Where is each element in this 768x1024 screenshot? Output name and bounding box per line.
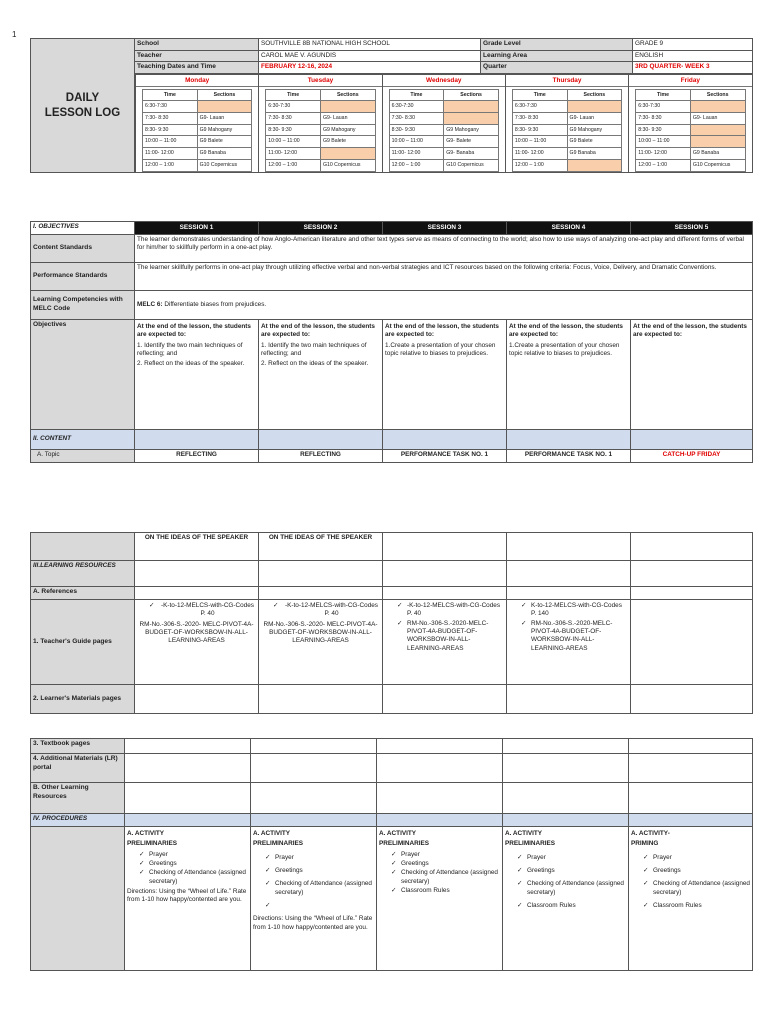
teacher-label: Teacher bbox=[135, 50, 259, 62]
schedule-row bbox=[143, 113, 252, 125]
schedule-row bbox=[389, 136, 498, 148]
schedule-row bbox=[266, 113, 375, 125]
schedule-row bbox=[266, 101, 375, 113]
obj-intro: At the end of the lesson, the students are expected to: bbox=[261, 323, 375, 339]
time-cell: 11:00- 12:00 bbox=[512, 148, 567, 160]
topic-s3: PERFORMANCE TASK NO. 1 bbox=[383, 450, 507, 463]
time-cell: 6:30-7:30 bbox=[512, 101, 567, 113]
time-cell: 8:30- 9:30 bbox=[389, 124, 444, 136]
objectives-s5 bbox=[631, 320, 753, 430]
session-4-header: SESSION 4 bbox=[507, 222, 631, 235]
section-cell: G9 Mahogany bbox=[567, 124, 622, 136]
section-cell bbox=[690, 136, 745, 148]
procedures-heading: IV. PROCEDURES bbox=[31, 814, 125, 827]
schedule-table bbox=[389, 89, 499, 172]
competency-label: Learning Competencies with MELC Code bbox=[31, 291, 135, 320]
session-5-header: SESSION 5 bbox=[631, 222, 753, 235]
schedule-area bbox=[135, 73, 753, 172]
area-label: Learning Area bbox=[481, 50, 633, 62]
tg-s4 bbox=[507, 600, 631, 685]
attendance-item: ✓ Checking of Attendance (assigned secretary) bbox=[505, 880, 626, 897]
day-column-thursday bbox=[505, 74, 628, 172]
section-cell: G9 Balete bbox=[567, 136, 622, 148]
other-resources-label: B. Other Learning Resources bbox=[31, 783, 125, 814]
section-cell: G9- Banaba bbox=[444, 148, 499, 160]
schedule-row bbox=[143, 101, 252, 113]
time-cell: 6:30-7:30 bbox=[389, 101, 444, 113]
section-cell: G9- Lauan bbox=[690, 113, 745, 125]
section-cell bbox=[690, 124, 745, 136]
quarter-label: Quarter bbox=[481, 62, 633, 74]
section-cell: G9 Balete bbox=[197, 136, 252, 148]
time-cell: 11:00- 12:00 bbox=[636, 148, 691, 160]
obj-item-1: 1. Identify the two main techniques of reflecting; and bbox=[137, 341, 243, 357]
procedure-s5 bbox=[629, 827, 753, 971]
attendance-item: ✓ Checking of Attendance (assigned secretary) bbox=[253, 880, 374, 897]
time-cell: 7:30- 8:30 bbox=[389, 113, 444, 125]
section-cell: G9- Lauan bbox=[320, 113, 375, 125]
dates-value: FEBRUARY 12-16, 2024 bbox=[259, 62, 481, 74]
greetings-item: ✓ Greetings bbox=[253, 867, 374, 875]
time-header: Time bbox=[266, 89, 321, 101]
topic-s1: REFLECTING bbox=[135, 450, 259, 463]
preliminaries-label: PRELIMINARIES bbox=[505, 840, 556, 848]
content-standards-text: The learner demonstrates understanding of how Anglo-American literature and other text types serve as means of connecting to the world; also how to use ways of analyzing one-act play and different forms of verbal for him/her to skillfully perform in a one-act play. bbox=[135, 235, 753, 263]
resources-heading: III.LEARNING RESOURCES bbox=[31, 561, 135, 587]
section-cell bbox=[567, 159, 622, 171]
schedule-row bbox=[512, 101, 621, 113]
session-1-header: SESSION 1 bbox=[135, 222, 259, 235]
preliminaries-label: PRELIMINARIES bbox=[127, 840, 178, 848]
title-cell bbox=[31, 39, 135, 173]
melc-text: Differentiate biases from prejudices. bbox=[162, 300, 267, 308]
time-cell: 12:00 – 1:00 bbox=[389, 159, 444, 171]
schedule-row bbox=[266, 124, 375, 136]
schedule-row bbox=[143, 159, 252, 171]
schedule-table bbox=[142, 89, 252, 172]
schedule-row bbox=[636, 101, 745, 113]
activity-label: A. ACTIVITY bbox=[253, 830, 291, 837]
topic-s4: PERFORMANCE TASK NO. 1 bbox=[507, 450, 631, 463]
time-cell: 7:30- 8:30 bbox=[266, 113, 321, 125]
schedule-row bbox=[143, 136, 252, 148]
sections-header: Sections bbox=[567, 89, 622, 101]
prayer-item: ✓ Prayer bbox=[127, 851, 248, 859]
objectives-table bbox=[30, 221, 753, 463]
section-cell: G10 Copernicus bbox=[690, 159, 745, 171]
time-cell: 8:30- 9:30 bbox=[266, 124, 321, 136]
schedule-row bbox=[266, 136, 375, 148]
schedule-row bbox=[512, 136, 621, 148]
time-cell: 8:30- 9:30 bbox=[512, 124, 567, 136]
time-cell: 6:30-7:30 bbox=[266, 101, 321, 113]
day-name: Monday bbox=[136, 75, 258, 87]
grade-value: GRADE 9 bbox=[633, 39, 753, 51]
sections-header: Sections bbox=[690, 89, 745, 101]
schedule-row bbox=[143, 124, 252, 136]
schedule-row bbox=[266, 148, 375, 160]
time-cell: 11:00- 12:00 bbox=[266, 148, 321, 160]
procedure-s4 bbox=[503, 827, 629, 971]
tg-ref-2: RM-No.-306-S.-2020- MELC-PIVOT-4A-BUDGET-OF-WORKSBOW-IN-ALL-LEARNING-AREAS bbox=[139, 620, 254, 645]
obj-item-2: 2. Reflect on the ideas of the speaker. bbox=[261, 360, 369, 368]
time-cell: 11:00- 12:00 bbox=[389, 148, 444, 160]
schedule-table bbox=[512, 89, 622, 172]
time-header: Time bbox=[143, 89, 198, 101]
performance-standards-text: The learner skillfully performs in one-act play through utilizing effective verbal and non-verbal strategies and ICT resources based on the following criteria: Focus, Voice, Delivery, and Dramatic Conventions. bbox=[135, 263, 753, 291]
attendance-item: ✓ Checking of Attendance (assigned secretary) bbox=[127, 869, 248, 886]
prayer-item: ✓ Prayer bbox=[631, 854, 750, 862]
teachers-guide-label: 1. Teacher's Guide pages bbox=[31, 600, 135, 685]
time-cell: 10:00 – 11:00 bbox=[143, 136, 198, 148]
time-cell: 10:00 – 11:00 bbox=[512, 136, 567, 148]
day-column-wednesday bbox=[382, 74, 505, 172]
objectives-s4 bbox=[507, 320, 631, 430]
section-cell: G9 Banaba bbox=[197, 148, 252, 160]
time-cell: 10:00 – 11:00 bbox=[266, 136, 321, 148]
section-cell bbox=[197, 101, 252, 113]
directions-text: Directions: Using the “Wheel of Life.” Rate from 1-10 how happy/contented are you. bbox=[253, 915, 373, 931]
day-columns bbox=[135, 74, 753, 173]
teacher-value: CAROL MAE V. AGUNDIS bbox=[259, 50, 481, 62]
time-cell: 12:00 – 1:00 bbox=[636, 159, 691, 171]
performance-standards-label: Performance Standards bbox=[31, 263, 135, 291]
references-label: A. References bbox=[31, 587, 135, 600]
page-number: 1 bbox=[12, 30, 17, 39]
time-cell: 10:00 – 11:00 bbox=[636, 136, 691, 148]
section-cell: G9 Mahogany bbox=[197, 124, 252, 136]
area-value: ENGLISH bbox=[633, 50, 753, 62]
obj-intro: At the end of the lesson, the students are expected to: bbox=[385, 323, 499, 339]
attendance-item: ✓ Checking of Attendance (assigned secretary) bbox=[379, 869, 500, 886]
day-column-tuesday bbox=[259, 74, 382, 172]
tg-s1 bbox=[135, 600, 259, 685]
rules-item: ✓ Classroom Rules bbox=[379, 887, 500, 895]
schedule-row bbox=[389, 124, 498, 136]
textbook-label: 3. Textbook pages bbox=[31, 739, 125, 754]
section-cell: G10 Copernicus bbox=[320, 159, 375, 171]
schedule-row bbox=[512, 148, 621, 160]
time-header: Time bbox=[389, 89, 444, 101]
objectives-s2 bbox=[259, 320, 383, 430]
rules-item: ✓ Classroom Rules bbox=[631, 902, 750, 910]
section-cell bbox=[567, 101, 622, 113]
greetings-item: ✓ Greetings bbox=[631, 867, 750, 875]
obj-intro: At the end of the lesson, the students are expected to: bbox=[509, 323, 623, 339]
section-cell: G9- Balete bbox=[444, 136, 499, 148]
obj-item-1: 1.Create a presentation of your chosen topic relative to biases to prejudices. bbox=[509, 341, 620, 357]
day-name: Thursday bbox=[506, 75, 628, 87]
sections-header: Sections bbox=[444, 89, 499, 101]
section-cell bbox=[320, 148, 375, 160]
day-name: Friday bbox=[629, 75, 751, 87]
schedule-row bbox=[389, 159, 498, 171]
empty-check bbox=[253, 902, 374, 910]
day-column-friday bbox=[629, 74, 752, 172]
resources-table bbox=[30, 532, 753, 714]
content-standards-label: Content Standards bbox=[31, 235, 135, 263]
session-2-header: SESSION 2 bbox=[259, 222, 383, 235]
quarter-value: 3RD QUARTER- WEEK 3 bbox=[633, 62, 753, 74]
preliminaries-label: PRELIMINARIES bbox=[379, 840, 430, 848]
topic-continued-s2: ON THE IDEAS OF THE SPEAKER bbox=[259, 533, 383, 561]
topic-label: A. Topic bbox=[31, 450, 135, 463]
greetings-item: ✓ Greetings bbox=[505, 867, 626, 875]
tg-s2 bbox=[259, 600, 383, 685]
objectives-label: Objectives bbox=[31, 320, 135, 430]
activity-label: A. ACTIVITY- bbox=[631, 830, 670, 837]
time-header: Time bbox=[636, 89, 691, 101]
section-cell: G9- Lauan bbox=[197, 113, 252, 125]
objectives-s3 bbox=[383, 320, 507, 430]
preliminaries-label: PRELIMINARIES bbox=[253, 840, 304, 848]
tg-ref-1: ✓ -K-to-12-MELCS-with-CG-Codes P. 40 bbox=[385, 602, 504, 619]
school-value: SOUTHVILLE 8B NATIONAL HIGH SCHOOL bbox=[259, 39, 481, 51]
directions-text: Directions: Using the “Wheel of Life.” Rate from 1-10 how happy/contented are you. bbox=[127, 887, 247, 904]
time-cell: 11:00- 12:00 bbox=[143, 148, 198, 160]
time-cell: 6:30-7:30 bbox=[143, 101, 198, 113]
time-cell: 7:30- 8:30 bbox=[636, 113, 691, 125]
obj-intro: At the end of the lesson, the students are expected to: bbox=[633, 323, 747, 339]
objectives-s1 bbox=[135, 320, 259, 430]
grade-label: Grade Level bbox=[481, 39, 633, 51]
topic-s2: REFLECTING bbox=[259, 450, 383, 463]
tg-ref-1: ✓ -K-to-12-MELCS-with-CG-Codes P. 40 bbox=[261, 602, 380, 619]
schedule-row bbox=[636, 148, 745, 160]
sections-header: Sections bbox=[197, 89, 252, 101]
tg-s3 bbox=[383, 600, 507, 685]
time-cell: 7:30- 8:30 bbox=[512, 113, 567, 125]
prayer-item: ✓ Prayer bbox=[253, 854, 374, 862]
prayer-item: ✓ Prayer bbox=[505, 854, 626, 862]
greetings-item: ✓ Greetings bbox=[379, 860, 500, 868]
obj-item-1: 1.Create a presentation of your chosen topic relative to biases to prejudices. bbox=[385, 341, 496, 357]
schedule-row bbox=[143, 148, 252, 160]
section-cell bbox=[690, 101, 745, 113]
time-header: Time bbox=[512, 89, 567, 101]
schedule-row bbox=[389, 101, 498, 113]
day-name: Wednesday bbox=[383, 75, 505, 87]
sections-header: Sections bbox=[320, 89, 375, 101]
learners-materials-label: 2. Learner's Materials pages bbox=[31, 685, 135, 714]
time-cell: 8:30- 9:30 bbox=[636, 124, 691, 136]
session-3-header: SESSION 3 bbox=[383, 222, 507, 235]
greetings-item: ✓ Greetings bbox=[127, 860, 248, 868]
schedule-table bbox=[265, 89, 375, 172]
section-cell bbox=[444, 113, 499, 125]
section-cell: G9 Mahogany bbox=[320, 124, 375, 136]
time-cell: 10:00 – 11:00 bbox=[389, 136, 444, 148]
section-cell: G9 Mahogany bbox=[444, 124, 499, 136]
tg-ref-2: RM-No.-306-S.-2020- MELC-PIVOT-4A-BUDGET-OF-WORKSBOW-IN-ALL-LEARNING-AREAS bbox=[263, 620, 378, 645]
activity-label: A. ACTIVITY bbox=[505, 830, 543, 837]
schedule-row bbox=[512, 159, 621, 171]
section-cell: G9 Balete bbox=[320, 136, 375, 148]
schedule-row bbox=[266, 159, 375, 171]
time-cell: 12:00 – 1:00 bbox=[143, 159, 198, 171]
procedure-s3 bbox=[377, 827, 503, 971]
schedule-row bbox=[636, 124, 745, 136]
schedule-row bbox=[512, 124, 621, 136]
obj-item-1: 1. Identify the two main techniques of reflecting; and bbox=[261, 341, 367, 357]
tg-ref-2: ✓ RM-No.-306-S.-2020-MELC-PIVOT-4A-BUDGET-OF-WORKSBOW-IN-ALL-LEARNING-AREAS bbox=[385, 620, 504, 653]
section-cell bbox=[320, 101, 375, 113]
activity-label: A. ACTIVITY bbox=[379, 830, 417, 837]
section-cell: G9- Lauan bbox=[567, 113, 622, 125]
section-cell: G9 Banaba bbox=[690, 148, 745, 160]
activity-label: A. ACTIVITY bbox=[127, 830, 165, 837]
schedule-row bbox=[636, 113, 745, 125]
procedure-s2 bbox=[251, 827, 377, 971]
time-cell: 7:30- 8:30 bbox=[143, 113, 198, 125]
schedule-row bbox=[636, 136, 745, 148]
dll-title: DAILY LESSON LOG bbox=[44, 92, 121, 119]
school-label: School bbox=[135, 39, 259, 51]
schedule-table bbox=[635, 89, 745, 172]
topic-s5: CATCH-UP FRIDAY bbox=[631, 450, 753, 463]
content-heading: II. CONTENT bbox=[31, 430, 135, 450]
obj-intro: At the end of the lesson, the students are expected to: bbox=[137, 323, 251, 339]
objectives-heading: I. OBJECTIVES bbox=[31, 222, 135, 235]
time-cell: 12:00 – 1:00 bbox=[266, 159, 321, 171]
competency-text bbox=[135, 291, 753, 320]
procedures-table bbox=[30, 738, 753, 971]
time-cell: 12:00 – 1:00 bbox=[512, 159, 567, 171]
tg-ref-2: ✓ RM-No.-306-S.-2020-MELC-PIVOT-4A-BUDGET-OF-WORKSBOW-IN-ALL-LEARNING-AREAS bbox=[509, 620, 628, 653]
prayer-item: ✓ Prayer bbox=[379, 851, 500, 859]
dates-label: Teaching Dates and Time bbox=[135, 62, 259, 74]
schedule-row bbox=[636, 159, 745, 171]
priming-label: PRIMING bbox=[631, 840, 659, 848]
schedule-row bbox=[389, 148, 498, 160]
attendance-item: ✓ Checking of Attendance (assigned secretary) bbox=[631, 880, 750, 897]
header-table bbox=[30, 38, 753, 173]
obj-item-2: 2. Reflect on the ideas of the speaker. bbox=[137, 360, 245, 368]
topic-continued-s1: ON THE IDEAS OF THE SPEAKER bbox=[135, 533, 259, 561]
tg-ref-1: ✓ K-to-12-MELCS-with-CG-Codes P. 140 bbox=[509, 602, 628, 619]
procedure-s1 bbox=[125, 827, 251, 971]
section-cell bbox=[444, 101, 499, 113]
schedule-row bbox=[389, 113, 498, 125]
section-cell: G10 Copernicus bbox=[444, 159, 499, 171]
rules-item: ✓ Classroom Rules bbox=[505, 902, 626, 910]
day-column-monday bbox=[136, 74, 259, 172]
day-name: Tuesday bbox=[259, 75, 381, 87]
time-cell: 6:30-7:30 bbox=[636, 101, 691, 113]
tg-ref-1: ✓ -K-to-12-MELCS-with-CG-Codes P. 40 bbox=[137, 602, 256, 619]
schedule-row bbox=[512, 113, 621, 125]
additional-materials-label: 4. Additional Materials (LR) portal bbox=[31, 754, 125, 783]
melc-code: MELC 6: bbox=[137, 300, 163, 308]
time-cell: 8:30- 9:30 bbox=[143, 124, 198, 136]
section-cell: G9 Banaba bbox=[567, 148, 622, 160]
section-cell: G10 Copernicus bbox=[197, 159, 252, 171]
